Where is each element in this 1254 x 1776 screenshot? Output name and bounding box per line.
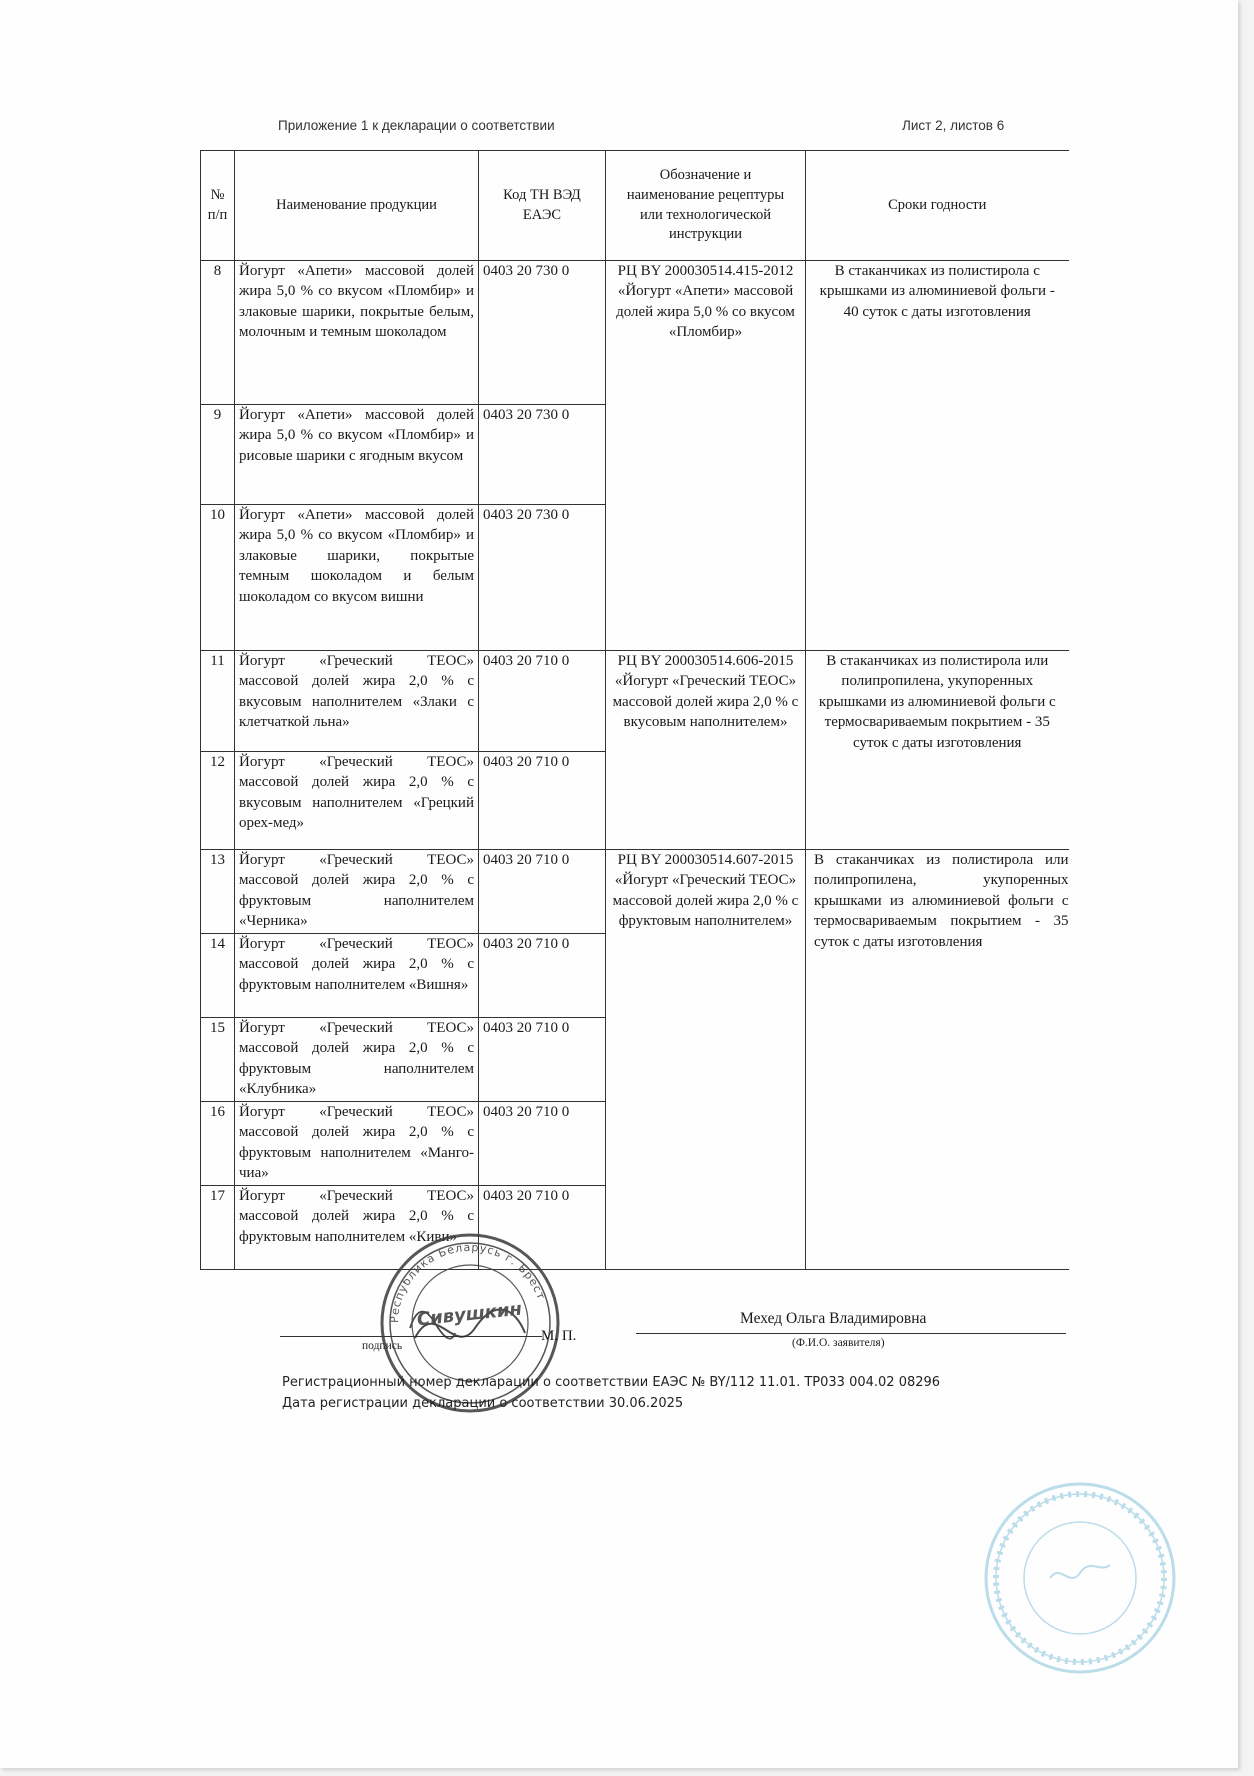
row-num: 13 [201,850,235,934]
product-code: 0403 20 710 0 [479,1102,606,1186]
registration-number: Регистрационный номер декларации о соответствии ЕАЭС № BY/112 11.01. ТР033 004.02 08296 [282,1375,941,1390]
products-table [200,150,1069,1270]
sheet-number: Лист 2, листов 6 [902,118,1005,133]
header-code: Код ТН ВЭД ЕАЭС [479,151,606,261]
appendix-title: Приложение 1 к декларации о соответствии [278,118,555,133]
product-code: 0403 20 710 0 [479,1186,606,1270]
header-name: Наименование продукции [235,151,479,261]
recipe-cell: РЦ BY 200030514.415-2012 «Йогурт «Апети» массовой долей жира 5,0 % со вкусом «Пломбир» [606,261,806,651]
applicant-name: Мехед Ольга Владимировна [740,1310,927,1327]
header-shelf: Сроки годности [806,151,1069,261]
product-name: Йогурт «Греческий ТЕОС» массовой долей жира 2,0 % с вкусовым наполнителем «Злаки с клетчаткой льна» [235,651,479,752]
table-header-row [201,151,1069,261]
applicant-label: (Ф.И.О. заявителя) [792,1337,885,1349]
product-name: Йогурт «Апети» массовой долей жира 5,0 % со вкусом «Пломбир» и злаковые шарики, покрытые белым, молочным и темным шоколадом [235,261,479,405]
recipe-cell: РЦ BY 200030514.606-2015 «Йогурт «Греческий ТЕОС» массовой долей жира 2,0 % с вкусовым наполнителем» [606,651,806,850]
stamp-place-label: М. П. [541,1328,577,1344]
row-num: 16 [201,1102,235,1186]
seal-text: Республика Беларусь г. Брест [387,1240,548,1324]
product-code: 0403 20 730 0 [479,261,606,405]
product-code: 0403 20 710 0 [479,1018,606,1102]
row-num: 10 [201,505,235,651]
row-num: 11 [201,651,235,752]
shelf-life-cell: В стаканчиках из полистирола или полипропилена, укупоренных крышками из алюминиевой фольги с термосвариваемым покрытием - 35 суток с даты изготовления [806,850,1069,1270]
table-row [201,651,1069,752]
product-name: Йогурт «Апети» массовой долей жира 5,0 % со вкусом «Пломбир» и рисовые шарики с ягодным вкусом [235,405,479,505]
table-row [201,850,1069,934]
row-num: 14 [201,934,235,1018]
product-name: Йогурт «Греческий ТЕОС» массовой долей жира 2,0 % с фруктовым наполнителем «Киви» [235,1186,479,1270]
table-row [201,261,1069,405]
product-name: Йогурт «Греческий ТЕОС» массовой долей жира 2,0 % с фруктовым наполнителем «Вишня» [235,934,479,1018]
shelf-life-cell: В стаканчиках из полистирола или полипропилена, укупоренных крышками из алюминиевой фольги с термосвариваемым покрытием - 35 суток с даты изготовления [806,651,1069,850]
product-code: 0403 20 730 0 [479,405,606,505]
product-name: Йогурт «Апети» массовой долей жира 5,0 % со вкусом «Пломбир» и злаковые шарики, покрытые темным шоколадом и белым шоколадом со вкусом вишни [235,505,479,651]
shelf-life-cell: В стаканчиках из полистирола с крышками из алюминиевой фольги - 40 суток с даты изготовления [806,261,1069,651]
row-num: 12 [201,752,235,850]
row-num: 17 [201,1186,235,1270]
header-recipe: Обозначение и наименование рецептуры или технологической инструкции [606,151,806,261]
product-code: 0403 20 710 0 [479,752,606,850]
product-code: 0403 20 710 0 [479,651,606,752]
facsimile-signature: Сивушкин [415,1298,523,1331]
product-code: 0403 20 710 0 [479,850,606,934]
row-num: 9 [201,405,235,505]
product-name: Йогурт «Греческий ТЕОС» массовой долей жира 2,0 % с фруктовым наполнителем «Манго-чиа» [235,1102,479,1186]
registration-date: Дата регистрации декларации о соответствии 30.06.2025 [282,1396,684,1411]
product-name: Йогурт «Греческий ТЕОС» массовой долей жира 2,0 % с вкусовым наполнителем «Грецкий орех-мед» [235,752,479,850]
recipe-cell: РЦ BY 200030514.607-2015 «Йогурт «Греческий ТЕОС» массовой долей жира 2,0 % с фруктовым наполнителем» [606,850,806,1270]
product-name: Йогурт «Греческий ТЕОС» массовой долей жира 2,0 % с фруктовым наполнителем «Клубника» [235,1018,479,1102]
header-num: № п/п [201,151,235,261]
row-num: 8 [201,261,235,405]
product-name: Йогурт «Греческий ТЕОС» массовой долей жира 2,0 % с фруктовым наполнителем «Черника» [235,850,479,934]
signature-label: подпись [362,1340,403,1352]
product-code: 0403 20 730 0 [479,505,606,651]
product-code: 0403 20 710 0 [479,934,606,1018]
row-num: 15 [201,1018,235,1102]
blue-stamp [980,1478,1180,1678]
applicant-line [636,1333,1066,1334]
